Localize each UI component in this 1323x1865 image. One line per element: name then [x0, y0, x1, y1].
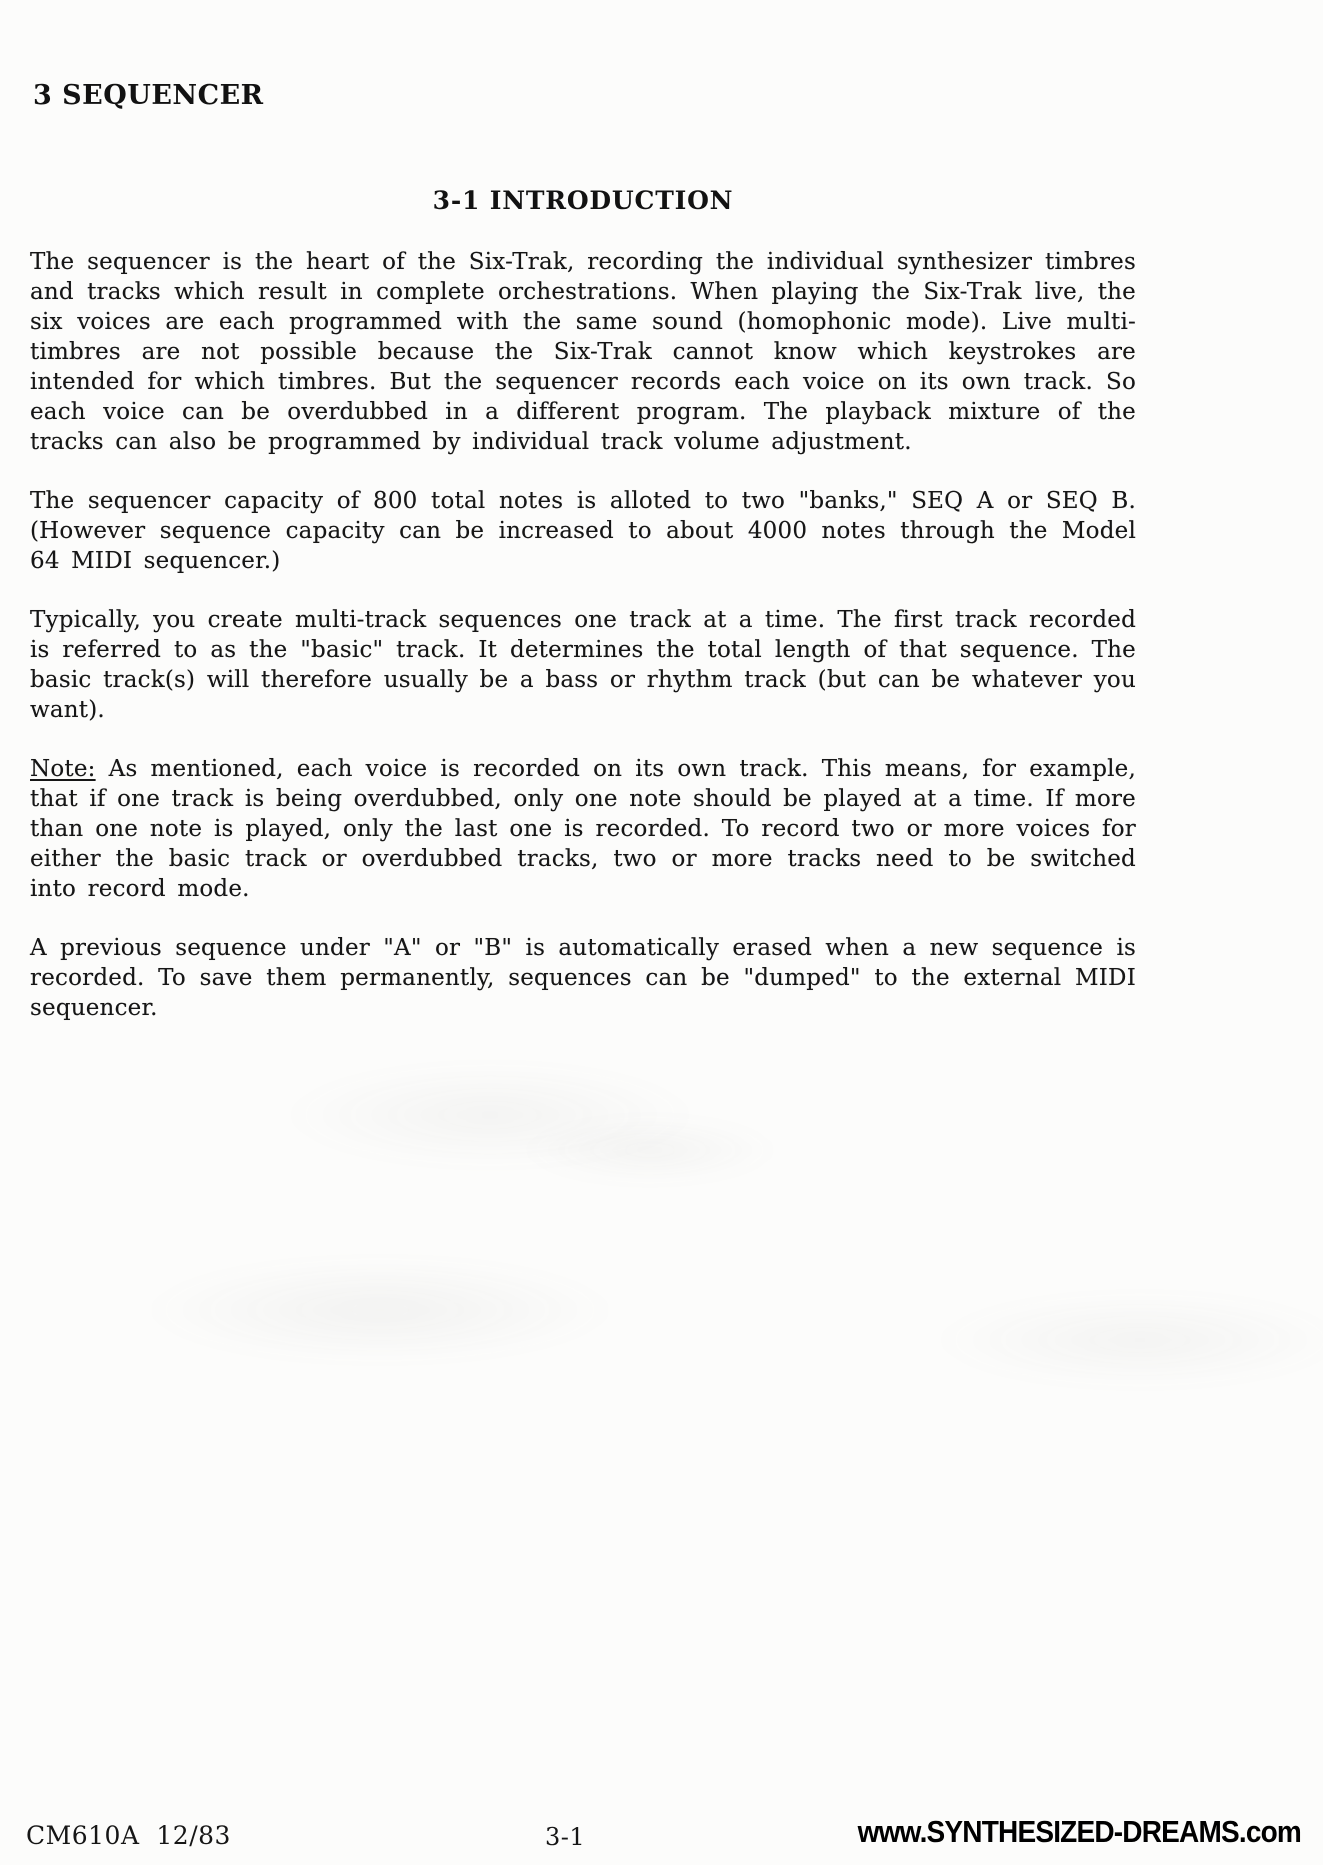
note-text: As mentioned, each voice is recorded on its own track. This means, for example, that if one track is being overdubbed, only one note should be played at a time. If more than one note is played, only the last one is recorded. To record two or more voices for either the basic track or overdubbed tracks, two or more tracks need to be switched into record mode. [30, 756, 1136, 902]
footer-page-number: 3-1 [545, 1823, 586, 1851]
text-column [30, 186, 1136, 1052]
footer-watermark-url: www.SYNTHESIZED-DREAMS.com [857, 1815, 1301, 1849]
paragraph-erase-save: A previous sequence under "A" or "B" is automatically erased when a new sequence is recorded. To save them permanently, sequences can be "dumped" to the external MIDI sequencer. [30, 935, 1136, 1021]
paragraph-capacity: The sequencer capacity of 800 total notes is alloted to two "banks," SEQ A or SEQ B. (However sequence capacity can be increased to about 4000 notes through the Model 64 MIDI sequencer.) [30, 488, 1136, 574]
page-footer [0, 1815, 1323, 1855]
scan-artifact [140, 1255, 620, 1365]
section-title: 3-1 INTRODUCTION [432, 186, 734, 215]
paragraph-multitrack: Typically, you create multi-track sequences one track at a time. The first track recorded is referred to as the "basic" track. It determines the total length of that sequence. The basic track(s) will therefore usually be a bass or rhythm track (but can be whatever you want). [30, 607, 1136, 723]
scan-artifact [280, 1060, 700, 1170]
note-label: Note: [30, 756, 96, 782]
chapter-title: 3 SEQUENCER [33, 80, 264, 111]
footer-doc-code: CM610A 12/83 [26, 1821, 231, 1850]
paragraph-intro: The sequencer is the heart of the Six-Trak, recording the individual synthesizer timbres and tracks which result in complete orchestrations. When playing the Six-Trak live, the six voices are each programmed with the same sound (homophonic mode). Live multi-timbres are not possible because the Six-Trak cannot know which keystrokes are intended for which timbres. But the sequencer records each voice on its own track. So each voice can be overdubbed in a different program. The playback mixture of the tracks can also be programmed by individual track volume adjustment. [30, 249, 1136, 455]
scan-artifact [520, 1115, 780, 1185]
note-paragraph [30, 754, 1136, 904]
scan-artifact [930, 1290, 1323, 1390]
